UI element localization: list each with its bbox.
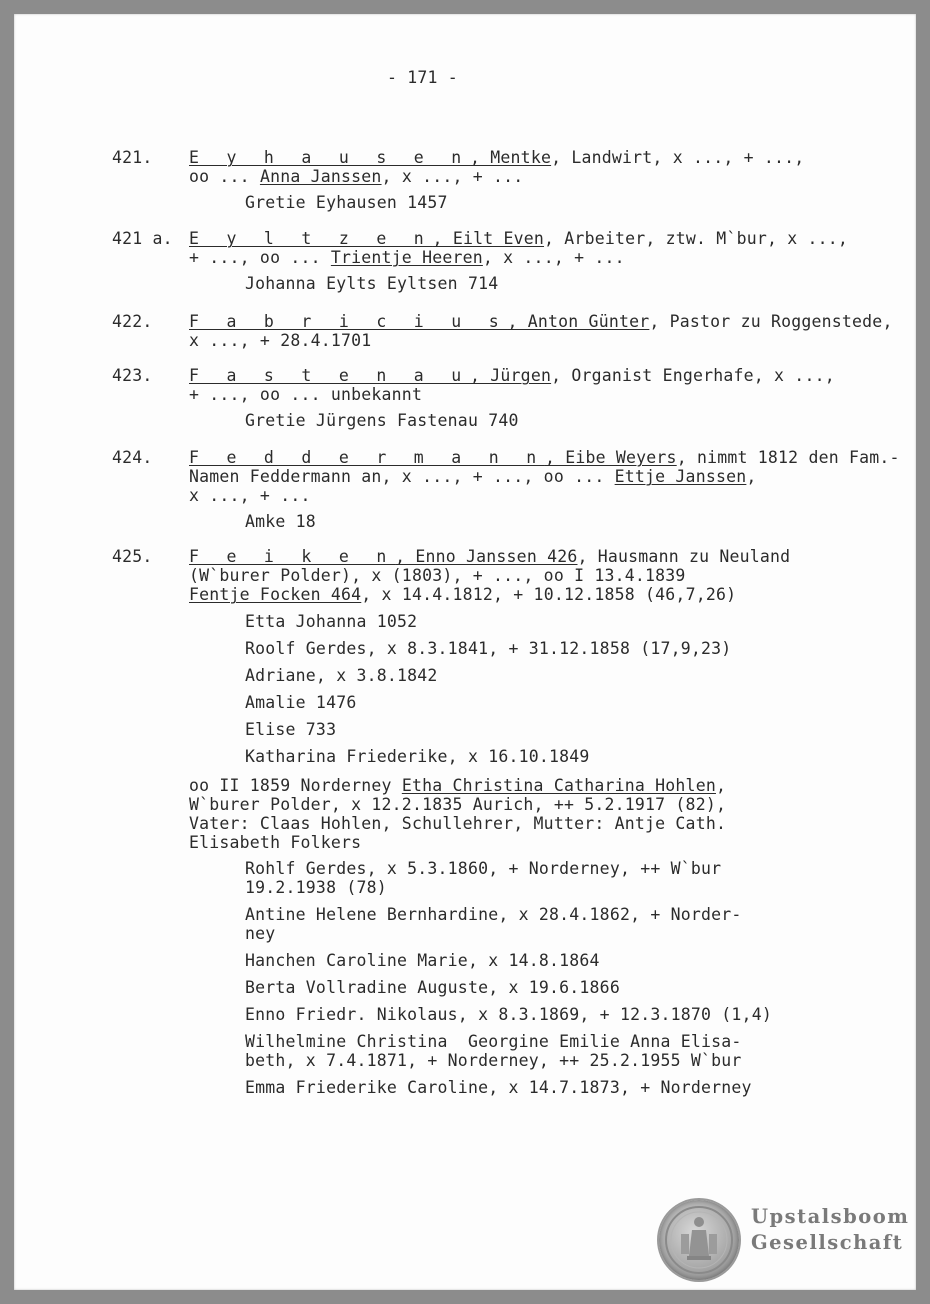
entry-details: , Pastor zu Roggenstede, (649, 312, 893, 331)
surname: F e i k e n (189, 547, 396, 566)
entry-line: (W`burer Polder), x (1803), + ..., oo I 13.4.1839 (189, 566, 686, 585)
entry-line (189, 467, 757, 486)
child-line: Amke 18 (245, 512, 316, 531)
child-line: Enno Friedr. Nikolaus, x 8.3.1869, + 12.3.1870 (1,4) (245, 1005, 772, 1024)
page-number: - 171 - (387, 68, 458, 87)
spouse-name: Trientje Heeren (330, 248, 483, 267)
entry-number: 422. (112, 312, 153, 331)
child-line: Amalie 1476 (245, 693, 357, 712)
child-line: Adriane, x 3.8.1842 (245, 666, 438, 685)
spouse-name: Ettje Janssen (614, 467, 747, 486)
entry-line (189, 448, 900, 467)
surname: F a b r i c i u s (189, 312, 508, 331)
given-name: , Anton Günter (507, 312, 650, 331)
entry-line (189, 366, 835, 385)
surname: F e d d e r m a n n (189, 448, 545, 467)
given-name: , Enno Janssen 426 (395, 547, 578, 566)
child-line: Johanna Eylts Eyltsen 714 (245, 274, 499, 293)
entry-details: , nimmt 1812 den Fam.- (676, 448, 900, 467)
child-line: beth, x 7.4.1871, + Norderney, ++ 25.2.1955 W`bur (245, 1051, 742, 1070)
child-line: Katharina Friederike, x 16.10.1849 (245, 747, 590, 766)
entry-line (189, 229, 848, 248)
entry-details: , Hausmann zu Neuland (577, 547, 791, 566)
surname: E y h a u s e n (189, 148, 471, 167)
entry-text: oo ... (189, 167, 260, 186)
logo-line-1: Upstalsboom (751, 1205, 910, 1228)
surname: F a s t e n a u (189, 366, 471, 385)
entry-line (189, 312, 893, 331)
child-line: Gretie Eyhausen 1457 (245, 193, 448, 212)
entry-text: , x 14.4.1812, + 10.12.1858 (46,7,26) (361, 585, 737, 604)
document-page (14, 14, 916, 1290)
entry-details: , Arbeiter, ztw. M`bur, x ..., (544, 229, 849, 248)
child-line: Rohlf Gerdes, x 5.3.1860, + Norderney, ++ W`bur (245, 859, 722, 878)
entry-number: 425. (112, 547, 153, 566)
marriage-line: Elisabeth Folkers (189, 833, 362, 852)
child-line: Wilhelmine Christina Georgine Emilie Anna Elisa- (245, 1032, 742, 1051)
surname: E y l t z e n (189, 229, 433, 248)
child-line: Elise 733 (245, 720, 337, 739)
entry-text: + ..., oo ... (189, 248, 331, 267)
child-line: Roolf Gerdes, x 8.3.1841, + 31.12.1858 (17,9,23) (245, 639, 732, 658)
entry-line: + ..., oo ... unbekannt (189, 385, 423, 404)
child-line: Hanchen Caroline Marie, x 14.8.1864 (245, 951, 600, 970)
child-line: 19.2.1938 (78) (245, 878, 387, 897)
entry-number: 424. (112, 448, 153, 467)
given-name: , Mentke (470, 148, 552, 167)
society-seal-icon (659, 1200, 739, 1280)
marriage-line (189, 776, 726, 795)
child-line: Emma Friederike Caroline, x 14.7.1873, + Norderney (245, 1078, 752, 1097)
logo-line-2: Gesellschaft (751, 1231, 904, 1254)
child-line: ney (245, 924, 276, 943)
entry-text: , x ..., + ... (482, 248, 625, 267)
entry-details: , Organist Engerhafe, x ..., (551, 366, 835, 385)
entry-number: 421. (112, 148, 153, 167)
entry-number: 421 a. (112, 229, 173, 248)
child-line: Gretie Jürgens Fastenau 740 (245, 411, 519, 430)
spouse-name: Etha Christina Catharina Hohlen (401, 776, 716, 795)
spouse-name: Anna Janssen (259, 167, 382, 186)
entry-text: Namen Feddermann an, x ..., + ..., oo ... (189, 467, 615, 486)
given-name: , Jürgen (470, 366, 552, 385)
given-name: , Eilt Even (432, 229, 545, 248)
entry-line (189, 248, 625, 267)
entry-line: x ..., + 28.4.1701 (189, 331, 372, 350)
entry-details: , Landwirt, x ..., + ..., (551, 148, 805, 167)
entry-text: , (746, 467, 757, 486)
child-line: Berta Vollradine Auguste, x 19.6.1866 (245, 978, 620, 997)
entry-number: 423. (112, 366, 153, 385)
entry-line (189, 148, 804, 167)
child-line: Antine Helene Bernhardine, x 28.4.1862, + Norder- (245, 905, 742, 924)
entry-line (189, 167, 523, 186)
spouse-name: Fentje Focken 464 (189, 585, 362, 604)
given-name: , Eibe Weyers (544, 448, 677, 467)
entry-line: x ..., + ... (189, 486, 311, 505)
entry-text: , (715, 776, 727, 795)
seal-figure-icon (659, 1200, 739, 1280)
entry-text: oo II 1859 Norderney (189, 776, 402, 795)
child-line: Etta Johanna 1052 (245, 612, 418, 631)
entry-line (189, 547, 790, 566)
marriage-line: Vater: Claas Hohlen, Schullehrer, Mutter: Antje Cath. (189, 814, 727, 833)
entry-text: , x ..., + ... (381, 167, 524, 186)
marriage-line: W`burer Polder, x 12.2.1835 Aurich, ++ 5.2.1917 (82), (189, 795, 727, 814)
entry-line (189, 585, 736, 604)
